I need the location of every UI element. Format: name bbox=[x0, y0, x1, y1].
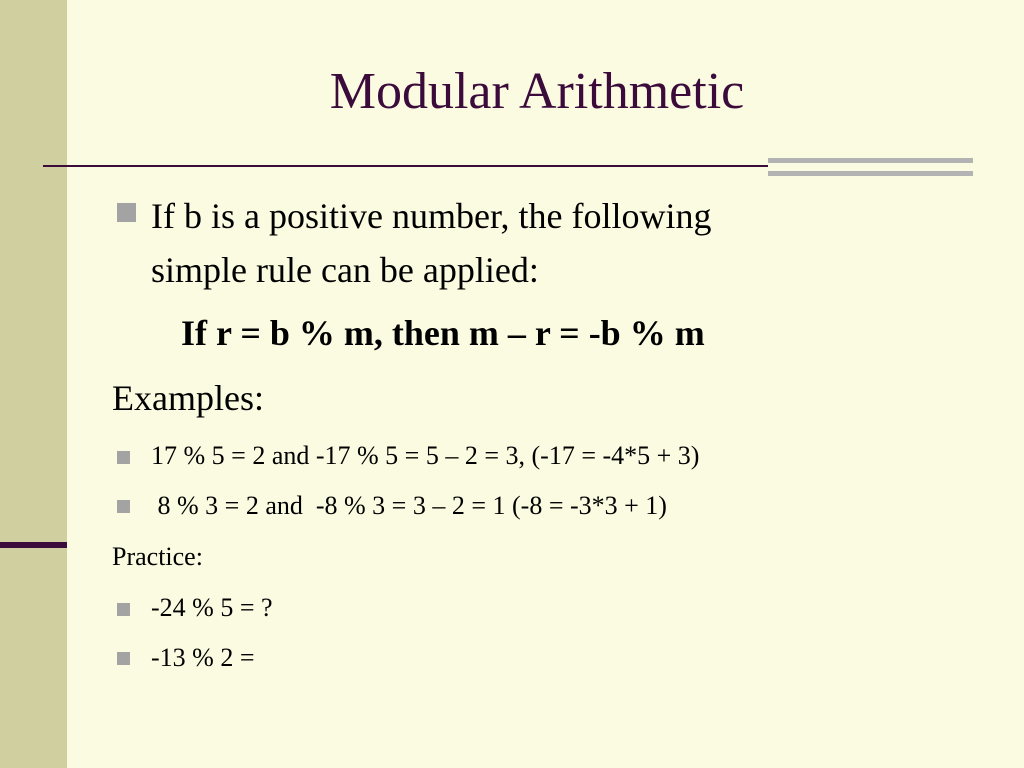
practice-item: -13 % 2 = bbox=[151, 643, 255, 672]
practice-heading: Practice: bbox=[112, 542, 203, 571]
rule-statement: If r = b % m, then m – r = -b % m bbox=[181, 313, 705, 353]
square-bullet-icon bbox=[117, 203, 136, 222]
intro-line-2: simple rule can be applied: bbox=[151, 250, 539, 290]
square-bullet-icon bbox=[117, 451, 130, 464]
intro-line-1: If b is a positive number, the following bbox=[151, 196, 712, 236]
decorative-gray-bar bbox=[768, 171, 973, 176]
square-bullet-icon bbox=[117, 603, 130, 616]
left-accent-bar bbox=[0, 542, 67, 548]
example-item: 8 % 3 = 2 and -8 % 3 = 3 – 2 = 1 (-8 = -3*3 + 1) bbox=[151, 491, 667, 520]
square-bullet-icon bbox=[117, 652, 130, 665]
example-item: 17 % 5 = 2 and -17 % 5 = 5 – 2 = 3, (-17 = -4*5 + 3) bbox=[151, 441, 700, 470]
title-underline bbox=[43, 165, 768, 167]
slide-title: Modular Arithmetic bbox=[329, 63, 745, 120]
examples-heading: Examples: bbox=[112, 378, 264, 418]
practice-item: -24 % 5 = ? bbox=[151, 593, 273, 622]
square-bullet-icon bbox=[117, 500, 130, 513]
decorative-gray-bar bbox=[768, 158, 973, 163]
